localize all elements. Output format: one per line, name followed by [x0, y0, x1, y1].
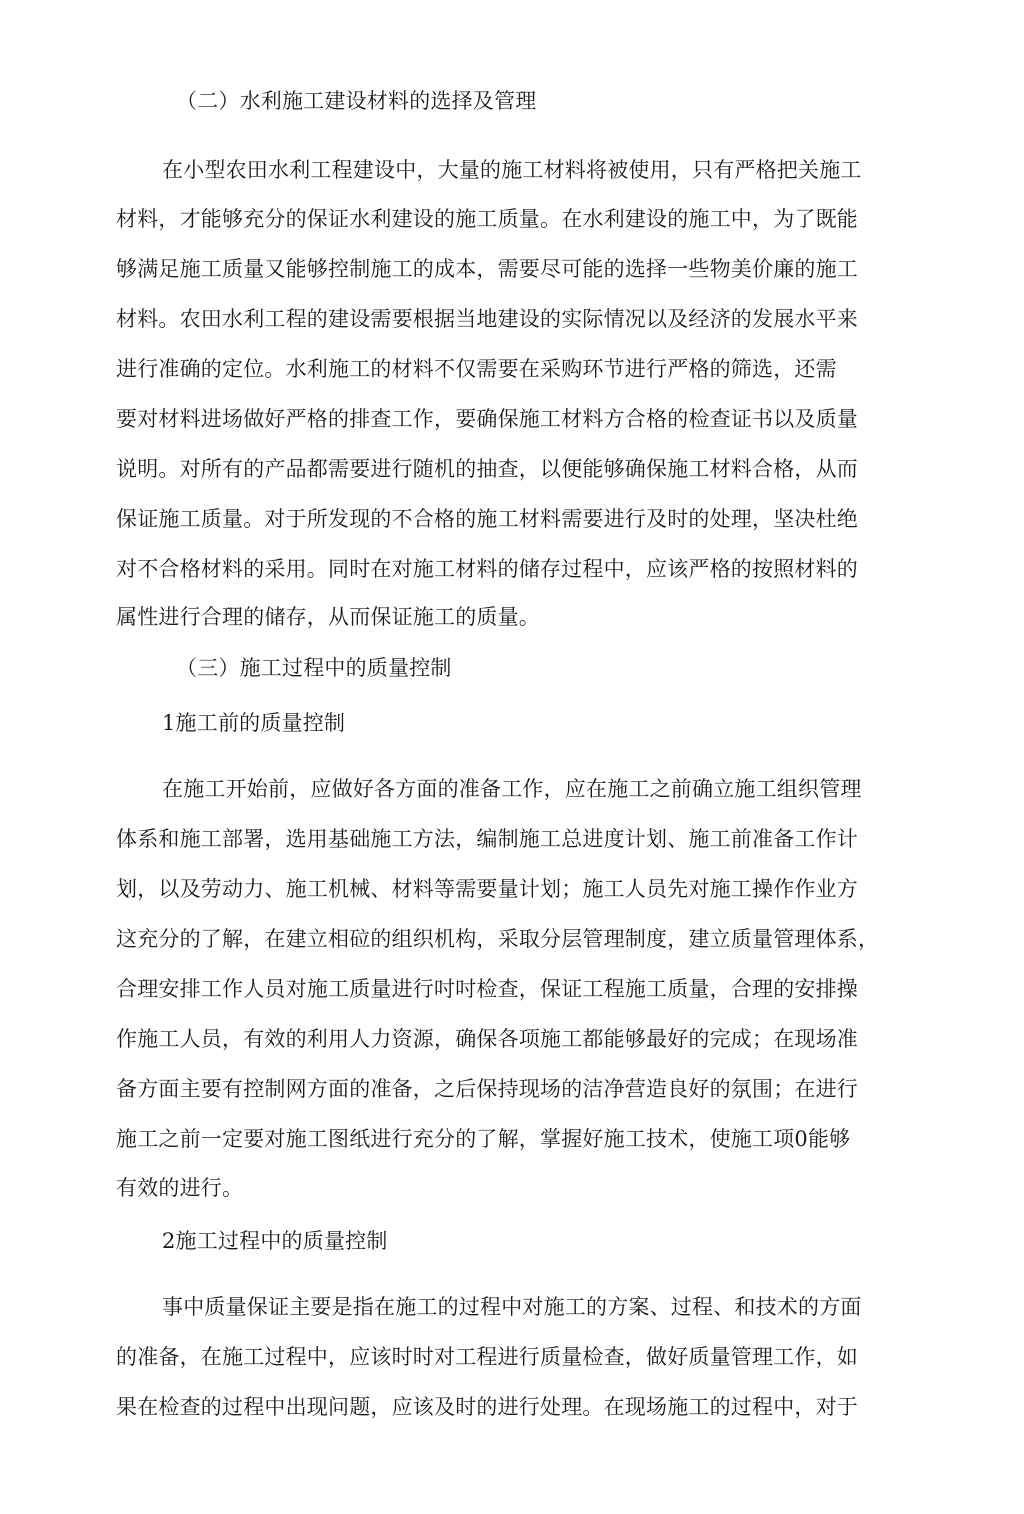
paragraph-line: 在施工开始前，应做好各方面的准备工作，应在施工之前确立施工组织管理: [162, 777, 862, 801]
paragraph-line: 有效的进行。: [116, 1176, 244, 1200]
paragraph-line: 材料，才能够充分的保证水利建设的施工质量。在水利建设的施工中，为了既能: [116, 207, 858, 231]
paragraph-line: 事中质量保证主要是指在施工的过程中对施工的方案、过程、和技术的方面: [162, 1295, 862, 1319]
paragraph-line: 说明。对所有的产品都需要进行随机的抽查，以便能够确保施工材料合格，从而: [116, 457, 858, 481]
paragraph-line: 作施工人员，有效的利用人力资源，确保各项施工都能够最好的完成；在现场准: [116, 1027, 858, 1051]
paragraph-line: 属性进行合理的储存，从而保证施工的质量。: [116, 605, 540, 629]
paragraph-line: 果在检查的过程中出现问题，应该及时的进行处理。在现场施工的过程中，对于: [116, 1395, 858, 1419]
paragraph-line: 在小型农田水利工程建设中，大量的施工材料将被使用，只有严格把关施工: [162, 158, 862, 182]
subsection-heading: 1施工前的质量控制: [162, 711, 346, 735]
paragraph-line: 施工之前一定要对施工图纸进行充分的了解，掌握好施工技术，使施工项0能够: [116, 1127, 851, 1151]
paragraph-line: 划，以及劳动力、施工机械、材料等需要量计划；施工人员先对施工操作作业方: [116, 877, 858, 901]
paragraph-line: 进行准确的定位。水利施工的材料不仅需要在采购环节进行严格的筛选，还需: [116, 357, 837, 381]
paragraph-line: 保证施工质量。对于所发现的不合格的施工材料需要进行及时的处理，坚决杜绝: [116, 507, 858, 531]
subsection-heading: 2施工过程中的质量控制: [162, 1229, 388, 1253]
paragraph-line: 够满足施工质量又能够控制施工的成本，需要尽可能的选择一些物美价廉的施工: [116, 257, 858, 281]
paragraph-line: 的准备，在施工过程中，应该时时对工程进行质量检查，做好质量管理工作，如: [116, 1345, 858, 1369]
section-heading: （三）施工过程中的质量控制: [176, 656, 452, 680]
paragraph-line: 体系和施工部署，选用基础施工方法，编制施工总进度计划、施工前准备工作计: [116, 827, 858, 851]
section-heading: （二）水利施工建设材料的选择及管理: [176, 89, 537, 113]
paragraph-line: 这充分的了解，在建立相砬的组织机构，采取分层管理制度，建立质量管理体系，: [116, 927, 880, 951]
paragraph-line: 合理安排工作人员对施工质量进行吋吋检查，保证工程施工质量，合理的安排操: [116, 977, 858, 1001]
paragraph-line: 要对材料进场做好严格的排查工作，要确保施工材料方合格的检查证书以及质量: [116, 407, 858, 431]
paragraph-line: 备方面主要有控制网方面的准备，之后保持现场的洁净营造良好的氛围；在进行: [116, 1077, 858, 1101]
paragraph-line: 对不合格材料的采用。同时在对施工材料的储存过程中，应该严格的按照材料的: [116, 557, 858, 581]
paragraph-line: 材料。农田水利工程的建设需要根据当地建设的实际情况以及经济的发展水平来: [116, 307, 858, 331]
